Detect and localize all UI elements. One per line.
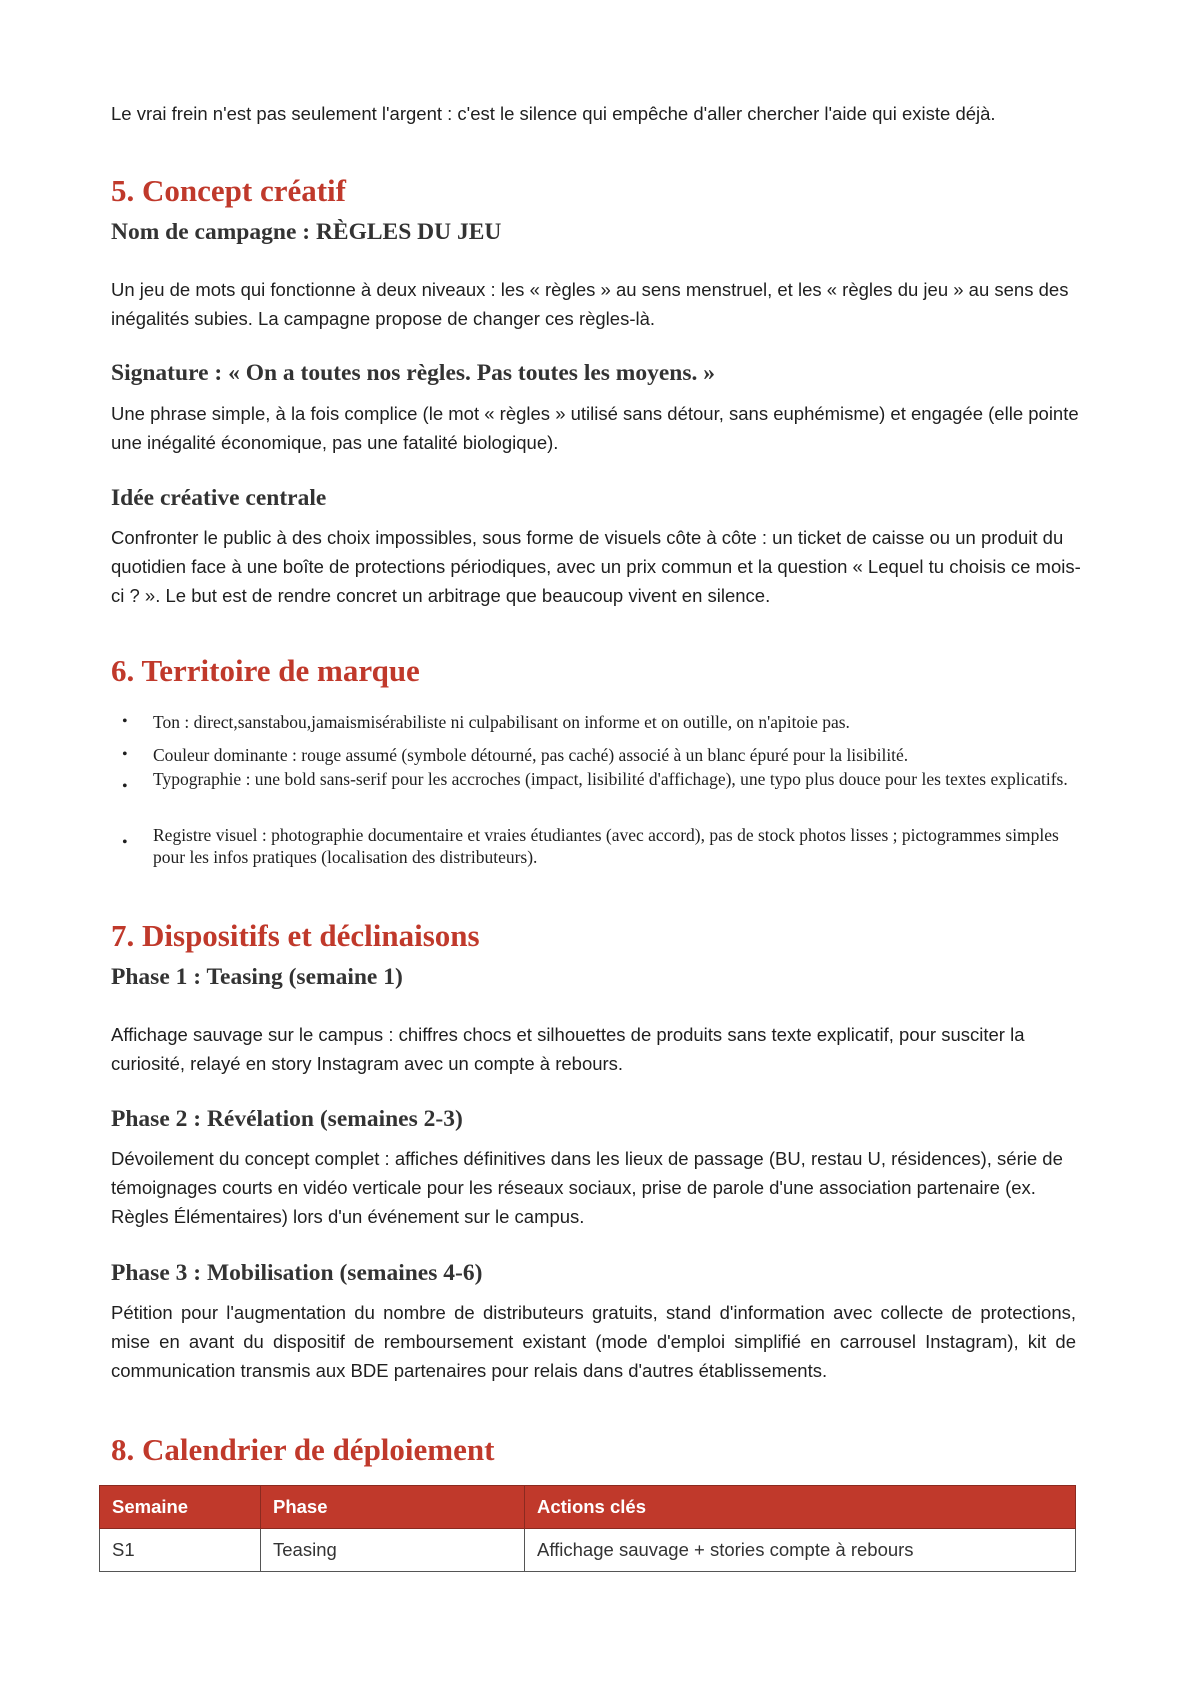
signature-heading: Signature : « On a toutes nos règles. Pas toutes les moyens. » (111, 360, 716, 386)
table-cell: Teasing (261, 1529, 525, 1572)
bullet-icon: • (122, 746, 128, 763)
table-cell: Affichage sauvage + stories compte à rebours (525, 1529, 1076, 1572)
signature-paragraph: Une phrase simple, à la fois complice (le mot « règles » utilisé sans détour, sans euphémisme) et engagée (elle pointe une inégalité économique, pas une fatalité biologique). (111, 403, 1079, 453)
idea-heading: Idée créative centrale (111, 485, 327, 511)
list-item-text: Couleur dominante : rouge assumé (symbole détourné, pas caché) associé à un blanc épuré pour la lisibilité. (153, 745, 909, 765)
section-7-title: 7. Dispositifs et déclinaisons (111, 918, 480, 953)
idea-paragraph: Confronter le public à des choix impossibles, sous forme de visuels côte à côte : un ticket de caisse ou un produit du quotidien face à une boîte de protections périodiques, avec un prix commun et la question « Lequel tu choisis ce mois-ci ? ». Le but est de rendre concret un arbitrage que beaucoup vivent en silence. (111, 527, 1081, 606)
bullet-icon: • (122, 834, 128, 851)
phase-3-heading: Phase 3 : Mobilisation (semaines 4-6) (111, 1260, 483, 1286)
section-6-title: 6. Territoire de marque (111, 653, 420, 688)
table-row (100, 1529, 1076, 1572)
column-header-phase: Phase (261, 1486, 525, 1529)
deployment-calendar-table (99, 1485, 1076, 1572)
section-5-title: 5. Concept créatif (111, 173, 346, 208)
brand-territory-list (122, 711, 1102, 871)
list-item-text: Typographie : une bold sans-serif pour les accroches (impact, lisibilité d'affichage), une typo plus douce pour les textes explicatifs. (153, 769, 1068, 789)
table-cell: S1 (100, 1529, 261, 1572)
phase-1-paragraph: Affichage sauvage sur le campus : chiffres chocs et silhouettes de produits sans texte explicatif, pour susciter la curiosité, relayé en story Instagram avec un compte à rebours. (111, 1024, 1025, 1074)
section-8-title: 8. Calendrier de déploiement (111, 1432, 495, 1467)
phase-2-heading: Phase 2 : Révélation (semaines 2-3) (111, 1106, 463, 1132)
bullet-icon: • (122, 778, 128, 795)
list-item-text: Registre visuel : photographie documentaire et vraies étudiantes (avec accord), pas de stock photos lisses ; pictogrammes simples pour les infos pratiques (localisation des distributeurs). (153, 825, 1059, 867)
table-header-row (100, 1486, 1076, 1529)
phase-2-paragraph: Dévoilement du concept complet : affiches définitives dans les lieux de passage (BU, restau U, résidences), série de témoignages courts en vidéo verticale pour les réseaux sociaux, prise de parole d'une association partenaire (ex. Règles Élémentaires) lors d'un événement sur le campus. (111, 1148, 1063, 1227)
bullet-icon: • (122, 713, 128, 730)
list-item-text: Ton : direct,sanstabou,jamaismisérabiliste ni culpabilisant on informe et on outille, on n'apitoie pas. (153, 712, 850, 732)
phase-3-paragraph: Pétition pour l'augmentation du nombre de distributeurs gratuits, stand d'information avec collecte de protections, mise en avant du dispositif de remboursement existant (mode d'emploi simplifié en carrousel Instagram), kit de communication transmis aux BDE partenaires pour relais dans d'autres établissements. (111, 1302, 1076, 1381)
campaign-name-paragraph: Un jeu de mots qui fonctionne à deux niveaux : les « règles » au sens menstruel, et les « règles du jeu » au sens des inégalités subies. La campagne propose de changer ces règles-là. (111, 279, 1069, 329)
column-header-key-actions: Actions clés (525, 1486, 1076, 1529)
column-header-week: Semaine (100, 1486, 261, 1529)
campaign-name-heading: Nom de campagne : RÈGLES DU JEU (111, 219, 502, 245)
intro-closing-line: Le vrai frein n'est pas seulement l'argent : c'est le silence qui empêche d'aller chercher l'aide qui existe déjà. (111, 103, 996, 124)
phase-1-heading: Phase 1 : Teasing (semaine 1) (111, 964, 403, 990)
